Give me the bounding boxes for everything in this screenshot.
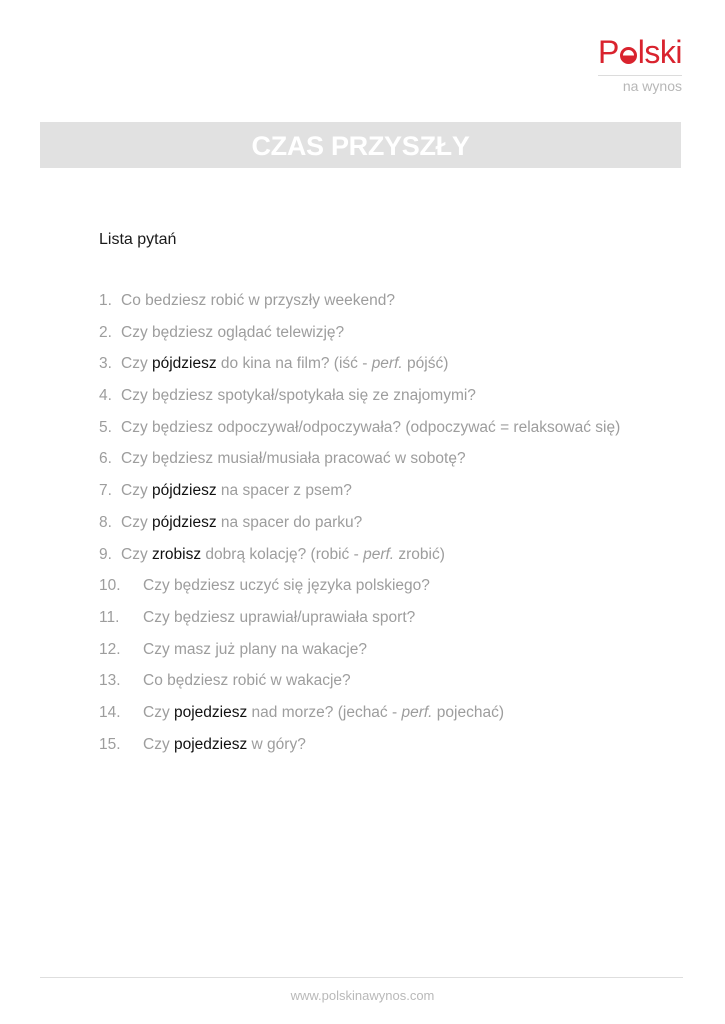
- question-number: 6.: [99, 450, 112, 468]
- question-segment: Czy: [121, 482, 152, 500]
- question-text: [121, 447, 466, 479]
- footer-divider: [40, 977, 683, 978]
- question-text: [121, 289, 395, 321]
- section-subtitle: Lista pytań: [99, 231, 177, 248]
- question-segment: Co bedziesz robić w przyszły weekend?: [121, 292, 395, 309]
- verb-emphasis: pójdziesz: [152, 355, 217, 373]
- question-item: [99, 606, 620, 638]
- aspect-note: perf.: [371, 355, 403, 373]
- question-segment: na spacer z psem?: [216, 482, 352, 500]
- question-item: [99, 321, 620, 353]
- question-segment: Czy będziesz spotykał/spotykała się ze znajomymi?: [121, 387, 476, 405]
- question-number: 13.: [99, 672, 121, 690]
- question-item: [99, 447, 620, 479]
- question-number: 15.: [99, 735, 121, 753]
- verb-emphasis: pojedziesz: [174, 735, 248, 753]
- footer-url: www.polskinawynos.com: [290, 988, 435, 1003]
- question-number: 7.: [99, 482, 112, 500]
- question-segment: Czy: [121, 513, 152, 531]
- question-number: 4.: [99, 387, 112, 405]
- question-segment: Czy będziesz odpoczywał/odpoczywała? (odpoczywać = relaksować się): [121, 418, 621, 436]
- question-item: [99, 543, 620, 575]
- logo-o-circle-icon: [620, 47, 637, 64]
- logo: [590, 32, 690, 96]
- question-segment: Czy: [143, 735, 174, 753]
- question-text: [121, 543, 445, 575]
- verb-emphasis: pojedziesz: [174, 703, 248, 721]
- question-segment: nad morze? (jechać -: [247, 703, 402, 721]
- question-segment: na spacer do parku?: [216, 513, 363, 531]
- question-item: [99, 511, 620, 543]
- question-number: 14.: [99, 703, 121, 721]
- question-number: 2.: [99, 323, 112, 341]
- aspect-note: perf.: [363, 545, 395, 563]
- question-number: 10.: [99, 577, 121, 595]
- question-text: [143, 733, 306, 765]
- question-segment: Czy masz już plany na wakacje?: [143, 640, 367, 658]
- question-segment: Czy: [143, 703, 174, 721]
- question-segment: pójść): [402, 355, 449, 373]
- question-text: [121, 479, 352, 511]
- question-text: [121, 511, 362, 543]
- question-item: [99, 384, 620, 416]
- question-item: [99, 289, 620, 321]
- question-list: [99, 289, 620, 764]
- question-segment: Czy będziesz uczyć się języka polskiego?: [143, 577, 430, 595]
- question-item: [99, 479, 620, 511]
- question-segment: Co będziesz robić w wakacje?: [143, 672, 351, 690]
- question-segment: Czy: [121, 355, 152, 373]
- question-number: 12.: [99, 640, 121, 658]
- question-segment: dobrą kolację? (robić -: [201, 545, 364, 563]
- question-item: [99, 352, 620, 384]
- logo-divider: [598, 75, 682, 76]
- verb-emphasis: pójdziesz: [152, 513, 217, 531]
- question-text: [143, 638, 367, 670]
- question-item: [99, 416, 620, 448]
- question-item: [99, 669, 620, 701]
- question-text: [121, 416, 620, 448]
- question-text: [121, 352, 448, 384]
- question-number: 8.: [99, 513, 112, 531]
- question-segment: w góry?: [247, 735, 306, 753]
- question-number: 3.: [99, 355, 112, 373]
- question-text: [143, 606, 415, 638]
- question-segment: pojechać): [432, 703, 504, 721]
- page-title: CZAS PRZYSZŁY: [251, 131, 470, 161]
- question-segment: Czy będziesz musiał/musiała pracować w sobotę?: [121, 450, 466, 468]
- question-item: [99, 701, 620, 733]
- logo-letter-p: P: [597, 34, 619, 70]
- logo-letters: lski: [637, 34, 682, 70]
- question-text: [143, 574, 430, 606]
- question-segment: Czy będziesz uprawiał/uprawiała sport?: [143, 608, 416, 626]
- question-number: 1.: [99, 292, 112, 309]
- question-text: [143, 669, 351, 701]
- question-item: [99, 638, 620, 670]
- question-text: [121, 321, 344, 353]
- question-segment: do kina na film? (iść -: [216, 355, 372, 373]
- verb-emphasis: pójdziesz: [152, 482, 217, 500]
- question-number: 5.: [99, 418, 112, 436]
- question-item: [99, 574, 620, 606]
- question-segment: zrobić): [394, 545, 445, 563]
- question-text: [143, 701, 504, 733]
- question-number: 11.: [99, 608, 120, 626]
- question-text: [121, 384, 476, 416]
- verb-emphasis: zrobisz: [152, 545, 202, 563]
- question-segment: Czy: [121, 545, 152, 563]
- question-number: 9.: [99, 545, 112, 563]
- logo-wordmark: [598, 32, 682, 72]
- aspect-note: perf.: [401, 703, 433, 721]
- logo-subtitle: na wynos: [622, 78, 682, 94]
- title-bar: [40, 122, 681, 168]
- question-item: [99, 733, 620, 765]
- question-segment: Czy będziesz oglądać telewizję?: [121, 323, 345, 341]
